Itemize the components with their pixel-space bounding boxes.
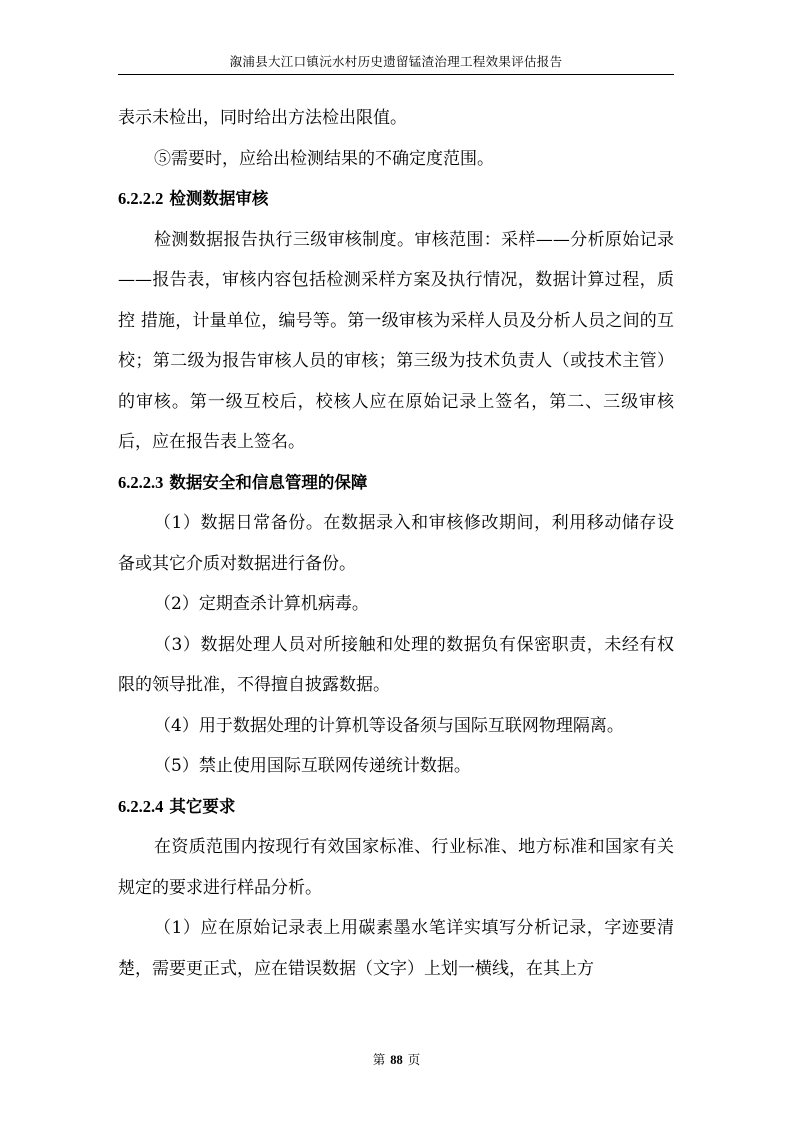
page-prefix: 第	[372, 1052, 386, 1067]
section-number: 6.2.2.2	[118, 189, 164, 208]
section-number: 6.2.2.4	[118, 796, 164, 816]
section-heading	[118, 179, 674, 220]
page-body	[118, 98, 674, 989]
section-number: 6.2.2.3	[118, 472, 164, 492]
page-number: 88	[390, 1053, 403, 1067]
paragraph: （1）应在原始记录表上用碳素墨水笔详实填写分析记录，字迹要清楚，需要更正式，应在错误数据（文字）上划一横线，在其上方	[118, 918, 674, 979]
paragraph: 在资质范围内按现行有效国家标准、行业标准、地方标准和国家有关规定的要求进行样品分析。	[118, 837, 674, 898]
paragraph: （4）用于数据处理的计算机等设备须与国际互联网物理隔离。	[154, 715, 624, 736]
paragraph: ⑤需要时，应给出检测结果的不确定度范围。	[154, 148, 494, 169]
paragraph: （1）数据日常备份。在数据录入和审核修改期间，利用移动储存设备或其它介质对数据进行备份。	[118, 513, 674, 574]
paragraph: 表示未检出，同时给出方法检出限值。	[118, 108, 407, 128]
section-heading	[118, 463, 674, 504]
section-title: 其它要求	[169, 796, 236, 816]
paragraph: （2）定期查杀计算机病毒。	[154, 594, 369, 614]
running-header: 溆浦县大江口镇沅水村历史遗留锰渣治理工程效果评估报告	[229, 54, 563, 69]
page-suffix: 页	[407, 1052, 421, 1067]
paragraph: 检测数据报告执行三级审核制度。审核范围：采样——分析原始记录——报告表，审核内容包括检测采样方案及执行情况，数据计算过程，质控 措施，计量单位，编号等。第一级审核为采样人员及分析人员之间的互校；第二级为报告审核人员的审核；第三级为技术负责人（或技术主管）的审核。第一级互校后，校核人应在原始记录上签名，第二、三级审核后，应在报告表上签名。	[118, 229, 674, 452]
paragraph: （3）数据处理人员对所接触和处理的数据负有保密职责，未经有权 限的领导批准，不得擅自披露数据。	[118, 634, 674, 695]
section-title: 检测数据审核	[169, 189, 269, 208]
section-title: 数据安全和信息管理的保障	[169, 472, 368, 492]
paragraph: （5）禁止使用国际互联网传递统计数据。	[154, 756, 471, 776]
header-divider	[118, 74, 674, 75]
section-heading	[118, 787, 674, 828]
page-footer	[0, 1050, 793, 1068]
